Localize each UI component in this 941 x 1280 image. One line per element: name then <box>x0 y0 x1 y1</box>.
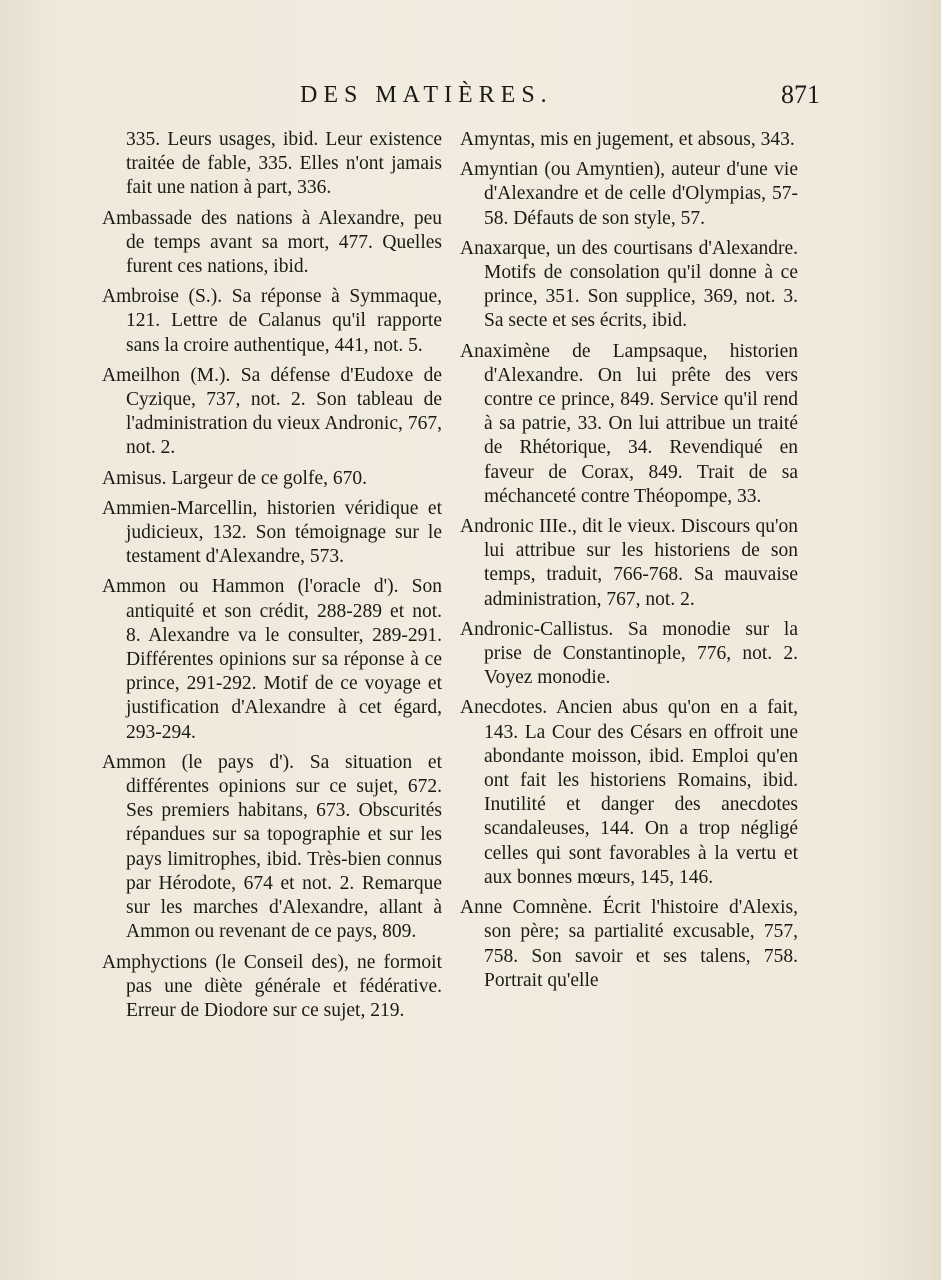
index-entry: Ambroise (S.). Sa réponse à Symmaque, 121. Lettre de Calanus qu'il rapporte sans la croire authentique, 441, not. 5. <box>102 286 442 356</box>
index-entry: Andronic IIIe., dit le vieux. Discours qu'on lui attribue sur les historiens de son temps, traduit, 766-768. Sa mauvaise administration, 767, not. 2. <box>460 516 798 610</box>
page-header <box>100 82 820 116</box>
index-entry: Ammon (le pays d'). Sa situation et différentes opinions sur ce sujet, 672. Ses premiers habitans, 673. Obscurités répandues sur sa topographie et sur les pays limitrophes, ibid. Très-bien connus par Hérodote, 674 et not. 2. Remarque sur les marches d'Alexandre, allant à Ammon ou revenant de ce pays, 809. <box>102 751 442 943</box>
index-entry: Anaxarque, un des courtisans d'Alexandre. Motifs de consolation qu'il donne à ce prince, 351. Son supplice, 369, not. 3. Sa secte et ses écrits, ibid. <box>460 237 798 332</box>
index-entry: Anecdotes. Ancien abus qu'on en a fait, 143. La Cour des Césars en offroit une abondante moisson, ibid. Emploi qu'en ont fait les historiens Romains, ibid. Inutilité et danger des anecdotes scandaleuses, 144. On a trop négligé celles qui sont favorables à la vertu et aux bonnes mœurs, 145, 146. <box>460 697 798 888</box>
index-entry: Ammon ou Hammon (l'oracle d'). Son antiquité et son crédit, 288-289 et not. 8. Alexandre va le consulter, 289-291. Différentes opinions sur sa réponse à ce prince, 291-292. Motif de ce voyage et justification d'Alexandre à cet égard, 293-294. <box>102 576 442 743</box>
right-column <box>460 128 798 999</box>
left-column <box>102 128 442 1029</box>
index-entry: Amyntian (ou Amyntien), auteur d'une vie d'Alexandre et de celle d'Olympias, 57-58. Défauts de son style, 57. <box>460 159 798 229</box>
running-title: DES MATIÈRES. <box>300 82 553 108</box>
index-entry: Amisus. Largeur de ce golfe, 670. <box>102 467 367 489</box>
index-entry: Ammien-Marcellin, historien véridique et judicieux, 132. Son témoignage sur le testament d'Alexandre, 573. <box>102 497 442 568</box>
index-entry: Anne Comnène. Écrit l'histoire d'Alexis, son père; sa partialité excusable, 757, 758. Son savoir et ses talens, 758. Portrait qu'elle <box>460 897 798 991</box>
index-entry: Amphyctions (le Conseil des), ne formoit pas une diète générale et fédérative. Erreur de Diodore sur ce sujet, 219. <box>102 951 442 1021</box>
index-entry: Andronic-Callistus. Sa monodie sur la prise de Constantinople, 776, not. 2. Voyez monodie. <box>460 618 798 689</box>
index-entry: Anaximène de Lampsaque, historien d'Alexandre. On lui prête des vers contre ce prince, 849. Service qu'il rend à sa patrie, 33. On lui attribue un traité de Rhétorique, 34. Revendiqué en faveur de Corax, 849. Trait de sa méchanceté contre Théopompe, 33. <box>460 340 798 507</box>
index-entry: Ambassade des nations à Alexandre, peu de temps avant sa mort, 477. Quelles furent ces nations, ibid. <box>102 207 442 278</box>
page-number: 871 <box>781 80 820 109</box>
index-entry: 335. Leurs usages, ibid. Leur existence traitée de fable, 335. Elles n'ont jamais fait une nation à part, 336. <box>126 129 442 199</box>
index-entry: Ameilhon (M.). Sa défense d'Eudoxe de Cyzique, 737, not. 2. Son tableau de l'administration du vieux Andronic, 767, not. 2. <box>102 364 442 459</box>
index-entry: Amyntas, mis en jugement, et absous, 343. <box>460 129 795 150</box>
